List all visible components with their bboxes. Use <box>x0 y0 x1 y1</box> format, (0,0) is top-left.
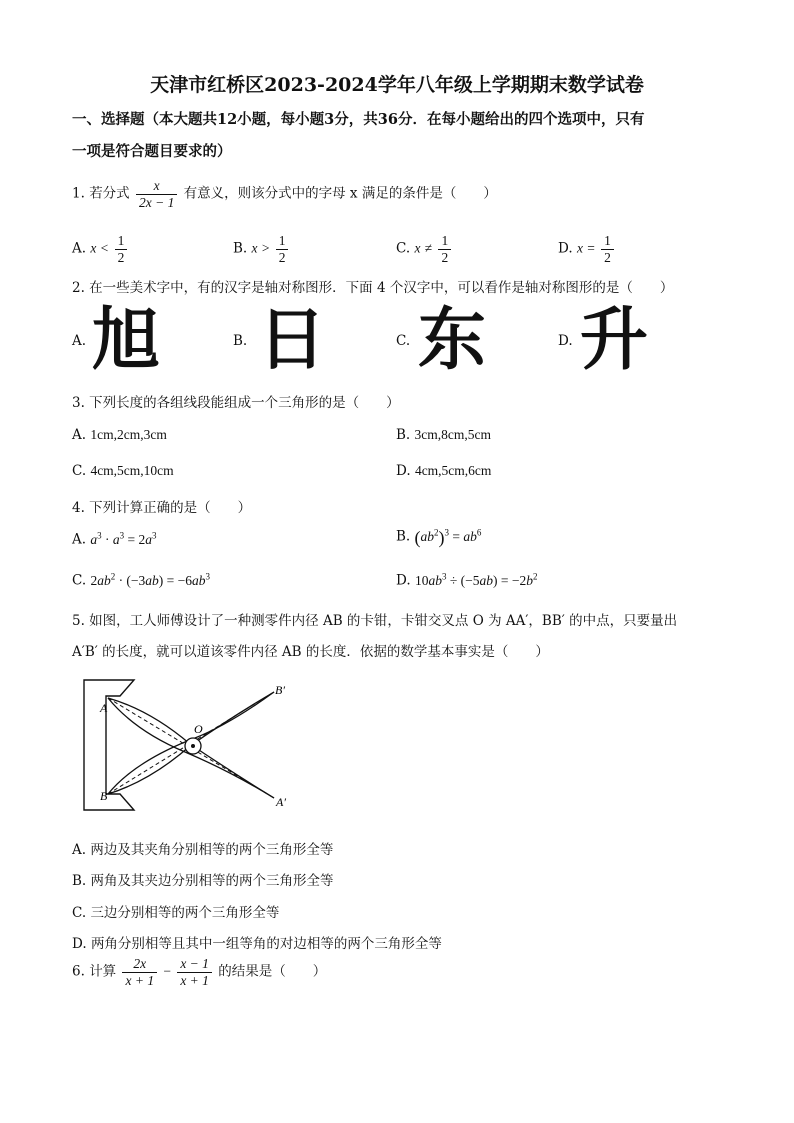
option-label: D. <box>558 240 573 257</box>
option-label: D. <box>72 936 87 952</box>
fraction-denominator: x + 1 <box>180 972 209 988</box>
option-text: 3cm,8cm,5cm <box>414 427 491 442</box>
section-heading-line1: 一、选择题（本大题共12小题，每小题3分，共36分．在每小题给出的四个选项中，只有 <box>72 111 645 128</box>
fraction-numerator: 2x <box>122 956 157 973</box>
option-text: 两边及其夹角分别相等的两个三角形全等 <box>90 842 334 858</box>
q2-option-c-label[interactable]: C. <box>396 333 411 349</box>
q5-option-c[interactable] <box>72 901 279 921</box>
option-label: A. <box>72 842 87 858</box>
q3-option-b[interactable] <box>396 427 491 443</box>
question-2: 2. 在一些美术字中，有的汉字是轴对称图形．下面 4 个汉字中，可以看作是轴对称图形的是（ ） <box>72 280 674 296</box>
q2-option-a-character: 旭 <box>92 301 161 380</box>
option-label: B. <box>233 240 248 257</box>
option-expression: $a^3 \cdot a^3 = 2a^3$ <box>90 530 157 547</box>
option-operator: = <box>587 240 595 256</box>
option-label: C. <box>72 905 87 921</box>
option-expression: $2ab^2 \cdot (-3ab) = -6ab^3$ <box>90 571 211 588</box>
option-label: C. <box>396 240 411 257</box>
option-text: 4cm,5cm,10cm <box>90 463 174 478</box>
question-3: 3. 下列长度的各组线段能组成一个三角形的是（ ） <box>72 395 400 411</box>
question-4: 4. 下列计算正确的是（ ） <box>72 500 252 516</box>
question-5-line2: A′B′ 的长度，就可以道该零件内径 AB 的长度．依据的数学基本事实是（ ） <box>72 644 549 660</box>
page-title: 天津市红桥区2023-2024学年八年级上学期期末数学试卷 <box>150 74 644 96</box>
option-label: A. <box>72 427 87 443</box>
option-text: 4cm,5cm,6cm <box>414 463 492 478</box>
pivot-center <box>191 744 195 748</box>
q4-option-d[interactable] <box>396 571 537 589</box>
question-6-pre: 计算 <box>89 963 117 980</box>
question-5-line1: 5. 如图，工人师傅设计了一种测零件内径 AB 的卡钳，卡钳交叉点 O 为 AA′，BB′ 的中点，只要量出 <box>72 613 678 629</box>
q2-option-b-character: 日 <box>258 301 327 380</box>
q2-option-a-label[interactable]: A. <box>72 333 87 349</box>
option-fraction-denominator: 2 <box>604 249 611 265</box>
question-1-number: 1. <box>72 185 85 202</box>
option-expression: $10ab^3 \div (-5ab) = -2b^2$ <box>414 571 538 588</box>
option-label: B. <box>396 528 411 545</box>
label-a-prime: A′ <box>276 795 286 809</box>
question-6-post: 的结果是（ ） <box>218 963 327 980</box>
option-fraction-numerator: 1 <box>438 233 451 250</box>
option-variable: x <box>251 240 258 256</box>
label-o: O <box>194 722 203 736</box>
q4-option-a[interactable] <box>72 530 156 548</box>
q2-option-b-label[interactable]: B. <box>233 333 248 349</box>
option-operator: < <box>100 240 109 256</box>
q5-option-d[interactable] <box>72 932 442 952</box>
q3-option-a[interactable] <box>72 427 167 443</box>
option-operator: > <box>261 240 270 256</box>
q3-option-c[interactable] <box>72 463 174 479</box>
q2-option-d-label[interactable]: D. <box>558 333 573 349</box>
fraction-denominator: 2x − 1 <box>138 194 175 210</box>
q5-option-a[interactable] <box>72 838 333 858</box>
question-1 <box>72 178 497 210</box>
option-variable: x <box>414 240 421 256</box>
q1-option-b[interactable] <box>233 233 290 265</box>
label-b: B <box>100 789 108 803</box>
option-label: A. <box>72 531 87 548</box>
option-text: 两角分别相等且其中一组等角的对边相等的两个三角形全等 <box>90 936 442 952</box>
q4-option-c[interactable] <box>72 571 210 589</box>
option-fraction-numerator: 1 <box>276 233 289 250</box>
option-text: 1cm,2cm,3cm <box>90 427 167 442</box>
question-6-fraction-1 <box>122 956 157 988</box>
option-label: D. <box>396 463 411 479</box>
q1-option-c[interactable] <box>396 233 453 265</box>
fraction-numerator: x <box>136 178 177 195</box>
option-text: 两角及其夹边分别相等的两个三角形全等 <box>90 873 334 889</box>
minus-sign: − <box>163 963 172 979</box>
question-1-fraction <box>136 178 177 210</box>
caliper-figure <box>80 676 295 822</box>
question-6 <box>72 956 326 988</box>
q1-option-a[interactable] <box>72 233 129 265</box>
q2-option-d-character: 升 <box>580 301 649 380</box>
option-expression: $(ab^2)^3 = ab^6$ <box>414 527 482 547</box>
option-fraction-denominator: 2 <box>441 249 449 265</box>
q1-option-d[interactable] <box>558 233 616 265</box>
option-fraction-denominator: 2 <box>117 249 125 265</box>
option-fraction-numerator: 1 <box>601 233 614 250</box>
section-heading-line2: 一项是符合题目要求的） <box>72 143 232 160</box>
option-operator: ≠ <box>424 240 433 256</box>
fraction-denominator: x + 1 <box>125 972 155 988</box>
question-6-number: 6. <box>72 963 85 980</box>
label-a: A <box>100 701 108 715</box>
q2-option-c-character: 东 <box>418 301 487 380</box>
q3-option-d[interactable] <box>396 463 491 479</box>
option-label: B. <box>72 873 87 889</box>
question-1-pre: 若分式 <box>89 185 130 202</box>
option-label: C. <box>72 463 87 479</box>
option-label: A. <box>72 240 87 257</box>
question-1-post: 有意义，则该分式中的字母 x 满足的条件是（ ） <box>183 185 497 202</box>
q5-option-b[interactable] <box>72 869 334 889</box>
fraction-numerator: x − 1 <box>177 956 212 973</box>
option-fraction-denominator: 2 <box>278 249 286 265</box>
option-label: C. <box>72 572 87 589</box>
option-text: 三边分别相等的两个三角形全等 <box>90 905 280 921</box>
option-fraction-numerator: 1 <box>115 233 128 250</box>
option-variable: x <box>576 240 583 256</box>
question-6-fraction-2 <box>177 956 212 988</box>
q4-option-b[interactable] <box>396 527 481 548</box>
label-b-prime: B′ <box>275 683 285 697</box>
option-variable: x <box>90 240 97 256</box>
option-label: B. <box>396 427 411 443</box>
option-label: D. <box>396 572 411 589</box>
